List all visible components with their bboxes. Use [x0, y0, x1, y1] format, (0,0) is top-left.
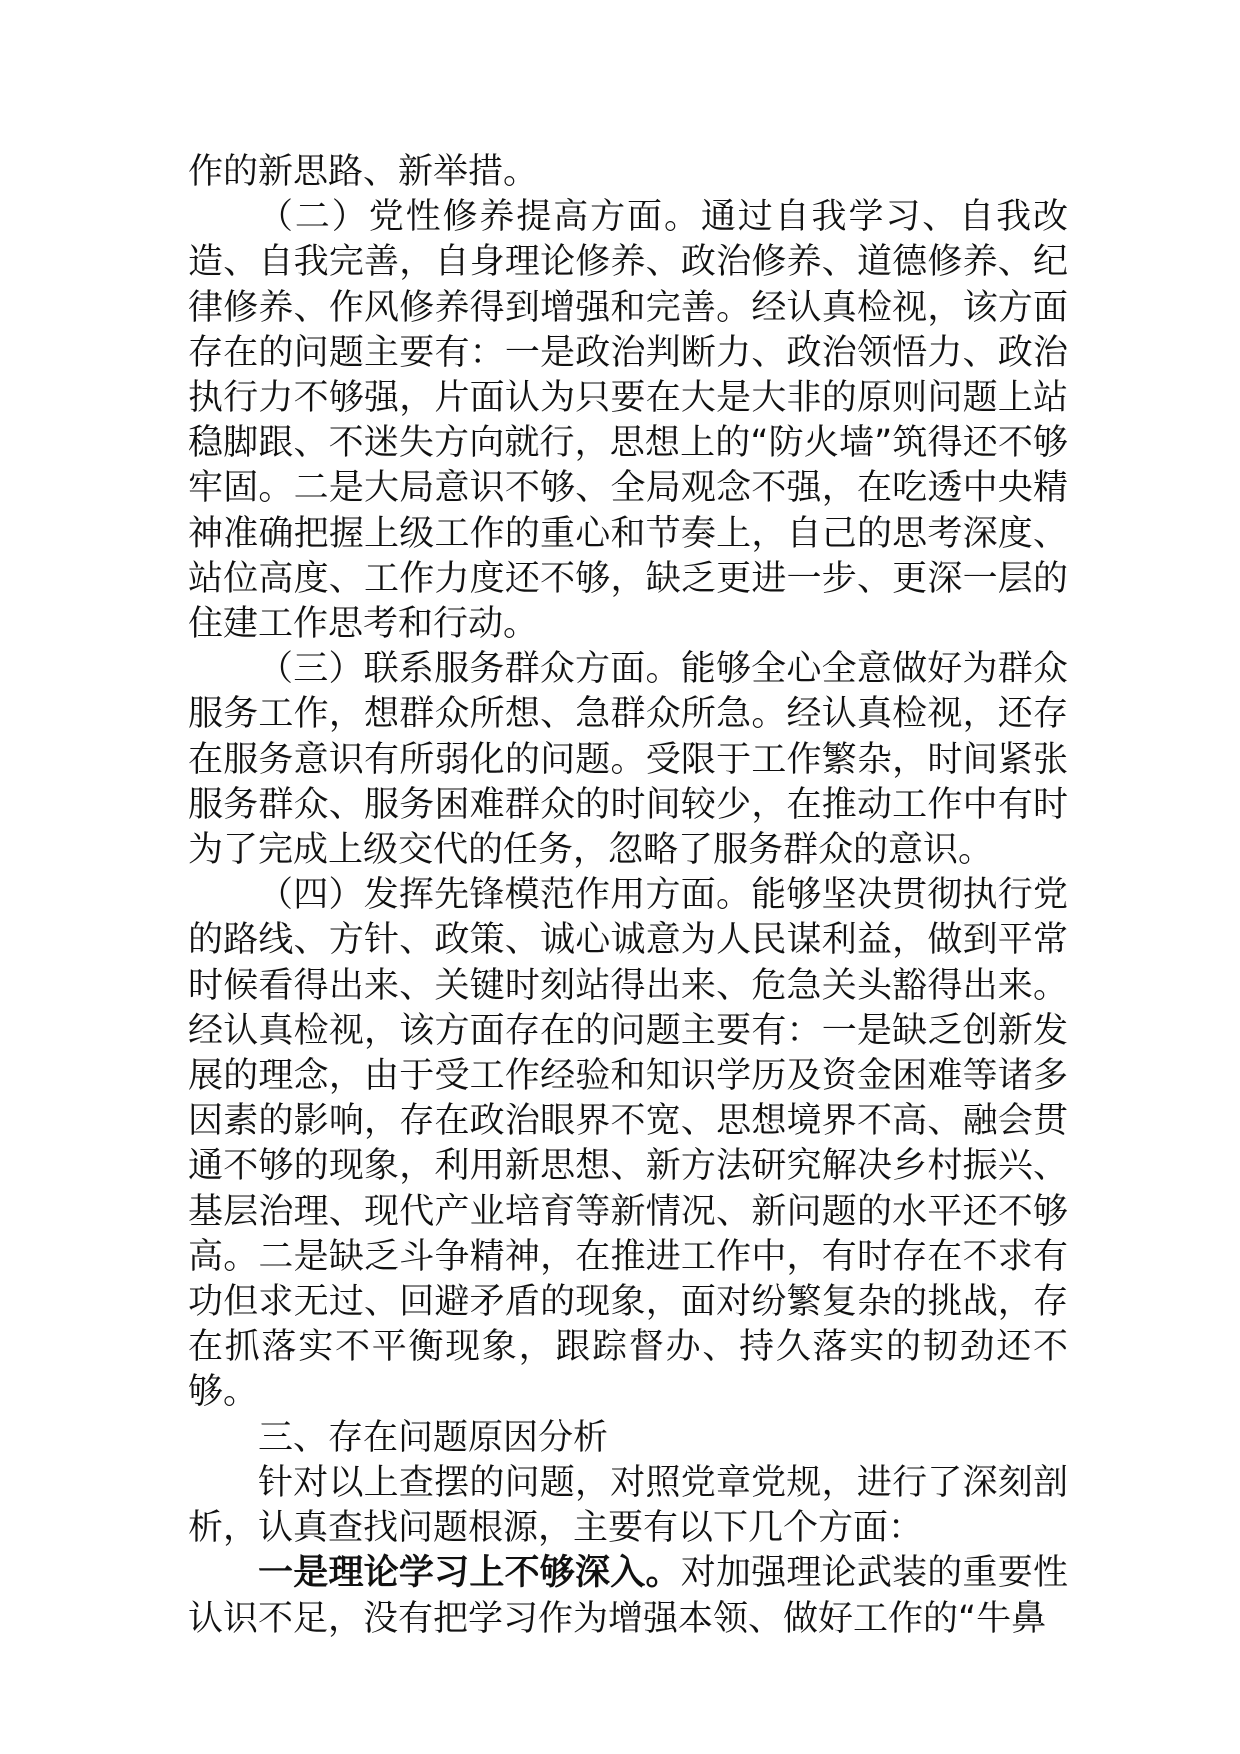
document-page [188, 150, 1068, 1642]
section-heading-cause-analysis: 三、存在问题原因分析 [258, 1417, 609, 1458]
paragraph-lead-bold: 一是理论学习上不够深入。 [258, 1553, 681, 1594]
paragraph-serving-masses: （三）联系服务群众方面。能够全心全意做好为群众服务工作，想群众所想、急群众所急。经认真检视，还存在服务意识有所弱化的问题。受限于工作繁杂，时间紧张服务群众、服务困难群众的时间较少，在推动工作中有时为了完成上级交代的任务，忽略了服务群众的意识。 [188, 649, 1068, 871]
paragraph-body-text: 对加强理论武装的重要性认识不足，没有把学习作为增强本领、做好工作的“牛鼻 [188, 1553, 1068, 1639]
paragraph-analysis-intro: 针对以上查摆的问题，对照党章党规，进行了深刻剖析，认真查找问题根源，主要有以下几个方面： [188, 1462, 1068, 1549]
paragraph-exemplary-role: （四）发挥先锋模范作用方面。能够坚决贯彻执行党的路线、方针、政策、诚心诚意为人民谋利益，做到平常时候看得出来、关键时刻站得出来、危急关头豁得出来。经认真检视，该方面存在的问题主要有：一是缺乏创新发展的理念，由于受工作经验和知识学历及资金困难等诸多因素的影响，存在政治眼界不宽、思想境界不高、融会贯通不够的现象，利用新思想、新方法研究解决乡村振兴、基层治理、现代产业培育等新情况、新问题的水平还不够高。二是缺乏斗争精神，在推进工作中，有时存在不求有功但求无过、回避矛盾的现象，面对纷繁复杂的挑战，存在抓落实不平衡现象，跟踪督办、持久落实的韧劲还不够。 [188, 875, 1068, 1413]
paragraph-continuation: 作的新思路、新举措。 [188, 152, 539, 192]
paragraph-party-spirit: （二）党性修养提高方面。通过自我学习、自我改造、自我完善，自身理论修养、政治修养、道德修养、纪律修养、作风修养得到增强和完善。经认真检视，该方面存在的问题主要有：一是政治判断力、政治领悟力、政治执行力不够强，片面认为只要在大是大非的原则问题上站稳脚跟、不迷失方向就行，思想上的“防火墙”筑得还不够牢固。二是大局意识不够、全局观念不强，在吃透中央精神准确把握上级工作的重心和节奏上，自己的思考深度、站位高度、工作力度还不够，缺乏更进一步、更深一层的住建工作思考和行动。 [188, 197, 1068, 645]
paragraph-theory-study [188, 1551, 1068, 1641]
